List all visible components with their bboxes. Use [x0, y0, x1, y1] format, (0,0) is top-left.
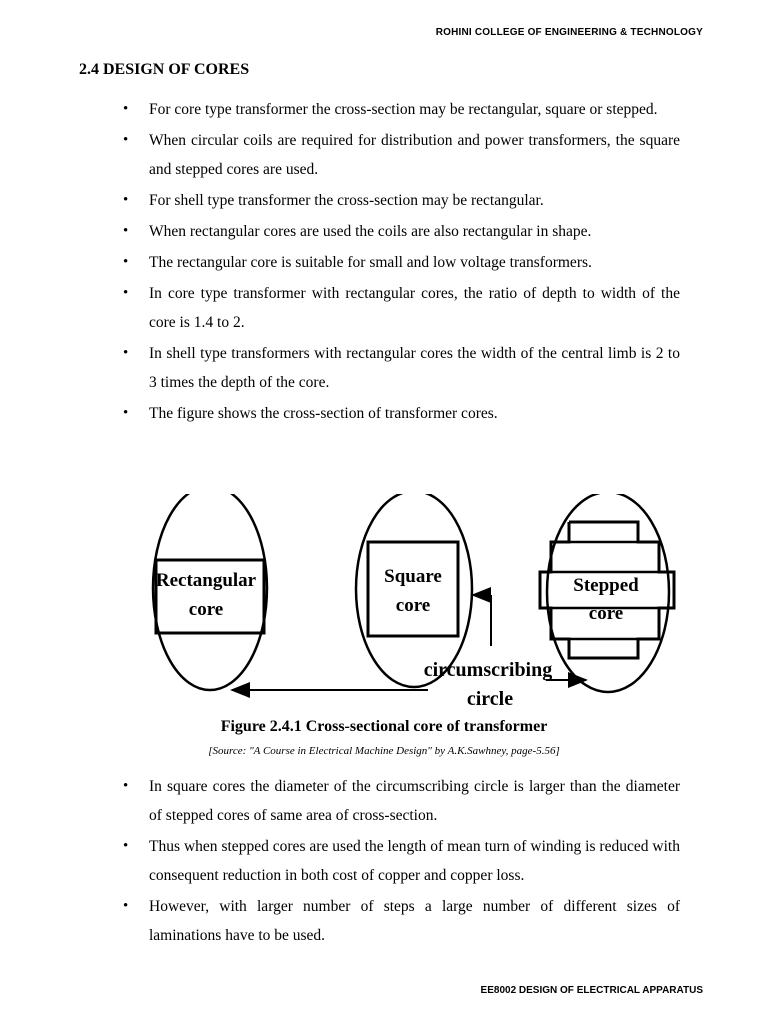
circumscribing-label-1: circumscribing	[423, 659, 553, 681]
square-core-label-1: Square	[384, 566, 442, 587]
bullet-icon: •	[123, 101, 129, 117]
bullet-icon: •	[123, 132, 129, 148]
list-item: • The figure shows the cross-section of transformer cores.	[120, 399, 680, 428]
stepped-core-label-2: core	[588, 603, 624, 624]
bullet-icon: •	[123, 405, 129, 421]
list-item: • In core type transformer with rectangular cores, the ratio of depth to width of the core is 1.4 to 2.	[120, 279, 680, 337]
list-item: • For core type transformer the cross-section may be rectangular, square or stepped.	[120, 95, 680, 124]
core-cross-section-figure	[128, 494, 688, 716]
bullet-list-bottom	[120, 772, 680, 952]
page-header: ROHINI COLLEGE OF ENGINEERING & TECHNOLOGY	[435, 27, 703, 38]
rect-core-label-1: Rectangular	[155, 570, 257, 591]
rect-core-label-2: core	[188, 599, 224, 620]
section-title: 2.4 DESIGN OF CORES	[79, 61, 250, 78]
list-item: • Thus when stepped cores are used the length of mean turn of winding is reduced with consequent reduction in both cost of copper and copper loss.	[120, 832, 680, 890]
bullet-icon: •	[123, 223, 129, 239]
stepped-core-label-1: Stepped	[573, 575, 639, 596]
bullet-icon: •	[123, 285, 129, 301]
figure-caption: Figure 2.4.1 Cross-sectional core of transformer	[220, 718, 548, 735]
bullet-list-top	[120, 95, 680, 430]
bullet-icon: •	[123, 192, 129, 208]
bullet-icon: •	[123, 838, 129, 854]
bullet-icon: •	[123, 345, 129, 361]
list-item: • In square cores the diameter of the circumscribing circle is larger than the diameter of stepped cores of same area of cross-section.	[120, 772, 680, 830]
page-footer: EE8002 DESIGN OF ELECTRICAL APPARATUS	[480, 985, 703, 996]
list-item: • When rectangular cores are used the coils are also rectangular in shape.	[120, 217, 680, 246]
list-item: • However, with larger number of steps a large number of different sizes of laminations have to be used.	[120, 892, 680, 950]
bullet-icon: •	[123, 778, 129, 794]
bullet-icon: •	[123, 898, 129, 914]
figure-source: [Source: "A Course in Electrical Machine Design" by A.K.Sawhney, page-5.56]	[208, 745, 560, 757]
list-item: • In shell type transformers with rectangular cores the width of the central limb is 2 to 3 times the depth of the core.	[120, 339, 680, 397]
figure-drawing	[128, 494, 688, 716]
list-item: • The rectangular core is suitable for small and low voltage transformers.	[120, 248, 680, 277]
bullet-icon: •	[123, 254, 129, 270]
square-core-label-2: core	[395, 595, 431, 616]
circumscribing-label-2: circle	[466, 688, 514, 710]
list-item: • When circular coils are required for distribution and power transformers, the square and stepped cores are used.	[120, 126, 680, 184]
list-item: • For shell type transformer the cross-section may be rectangular.	[120, 186, 680, 215]
